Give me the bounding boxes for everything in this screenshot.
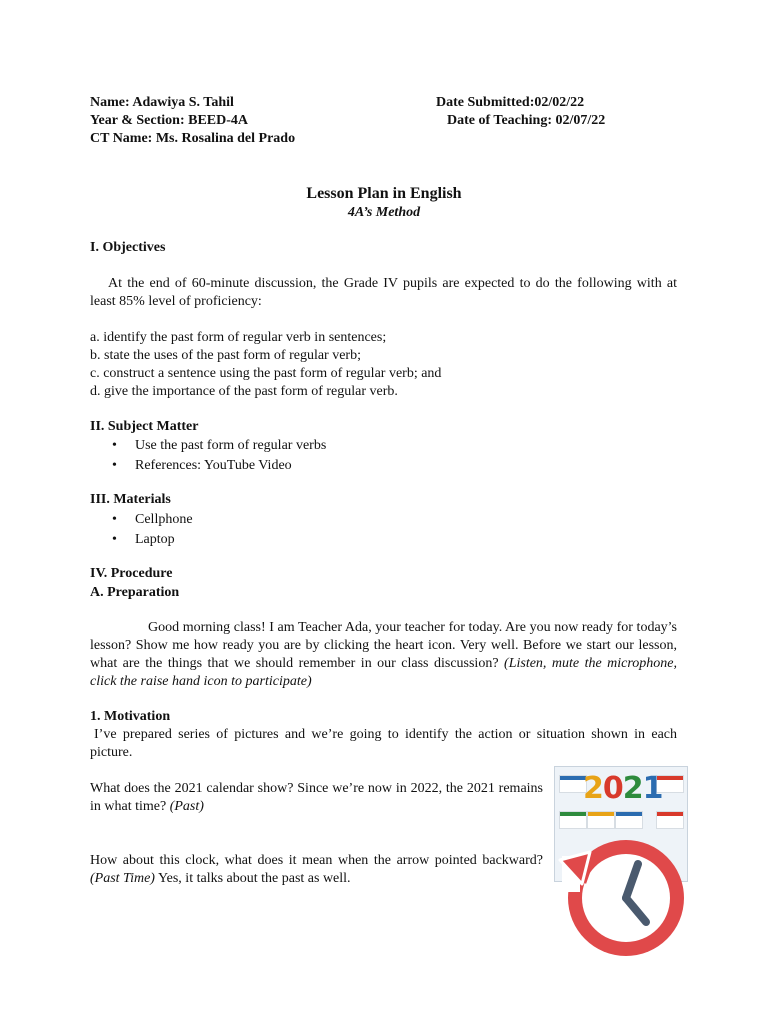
document-title: Lesson Plan in English — [306, 185, 462, 202]
motivation-intro: I’ve prepared series of pictures and we’re going to identify the action or situation shown in each picture. — [90, 727, 677, 760]
objective-item: d. give the importance of the past form of regular verb. — [90, 384, 398, 399]
list-item: • Use the past form of regular verbs — [90, 437, 326, 457]
year-digit: 2 — [583, 771, 603, 806]
preparation-heading: A. Preparation — [90, 585, 180, 600]
rewind-clock-icon — [556, 826, 696, 966]
student-name: Name: Adawiya S. Tahil — [90, 95, 234, 110]
objective-item: c. construct a sentence using the past form of regular verb; and — [90, 366, 442, 381]
clock-question-text: How about this clock, what does it mean when the arrow pointed backward? — [90, 853, 543, 868]
objectives-intro: At the end of 60-minute discussion, the Grade IV pupils are expected to do the following with at least 85% level of proficiency: — [90, 276, 677, 309]
calendar-answer: (Past) — [169, 799, 204, 814]
calendar-question-text: What does the 2021 calendar show? Since we’re now in 2022, the 2021 remains in what time? — [90, 781, 543, 814]
year-digit: 0 — [602, 771, 623, 806]
objectives-heading: I. Objectives — [90, 240, 166, 255]
materials-list — [90, 511, 193, 550]
calendar-question — [90, 780, 543, 816]
date-submitted: Date Submitted:02/02/22 — [436, 95, 585, 110]
list-item: • Laptop — [90, 531, 193, 551]
ct-name: CT Name: Ms. Rosalina del Prado — [90, 131, 296, 146]
subject-matter-heading: II. Subject Matter — [90, 419, 199, 434]
year-digit: 1 — [642, 771, 663, 806]
clock-tail-text: Yes, it talks about the past as well. — [157, 871, 351, 886]
list-item: • References: YouTube Video — [90, 457, 326, 477]
objective-item: a. identify the past form of regular verb in sentences; — [90, 330, 387, 345]
document-subtitle: 4A’s Method — [347, 205, 421, 220]
preparation-paragraph — [90, 619, 677, 691]
clock-question — [90, 852, 543, 888]
calendar-year — [583, 771, 663, 807]
motivation-heading: 1. Motivation — [90, 709, 171, 724]
year-digit: 2 — [622, 771, 643, 806]
objective-item: b. state the uses of the past form of regular verb; — [90, 348, 361, 363]
materials-heading: III. Materials — [90, 492, 171, 507]
clock-answer: (Past Time) — [90, 871, 155, 886]
date-of-teaching: Date of Teaching: 02/07/22 — [447, 113, 606, 128]
preparation-text: Good morning class! I am Teacher Ada, your teacher for today. Are you now ready for today’s lesson? Show me how ready you are by clicking the heart icon. Very well. Before we start our lesson, what are the things that we should remember in our class discussion? — [90, 620, 677, 671]
preparation-italic: (Listen, mute the microphone, click the raise hand icon to participate) — [90, 656, 678, 689]
list-item: • Cellphone — [90, 511, 193, 531]
year-section: Year & Section: BEED-4A — [90, 113, 249, 128]
subject-matter-list — [90, 437, 326, 476]
procedure-heading: IV. Procedure — [90, 566, 173, 581]
